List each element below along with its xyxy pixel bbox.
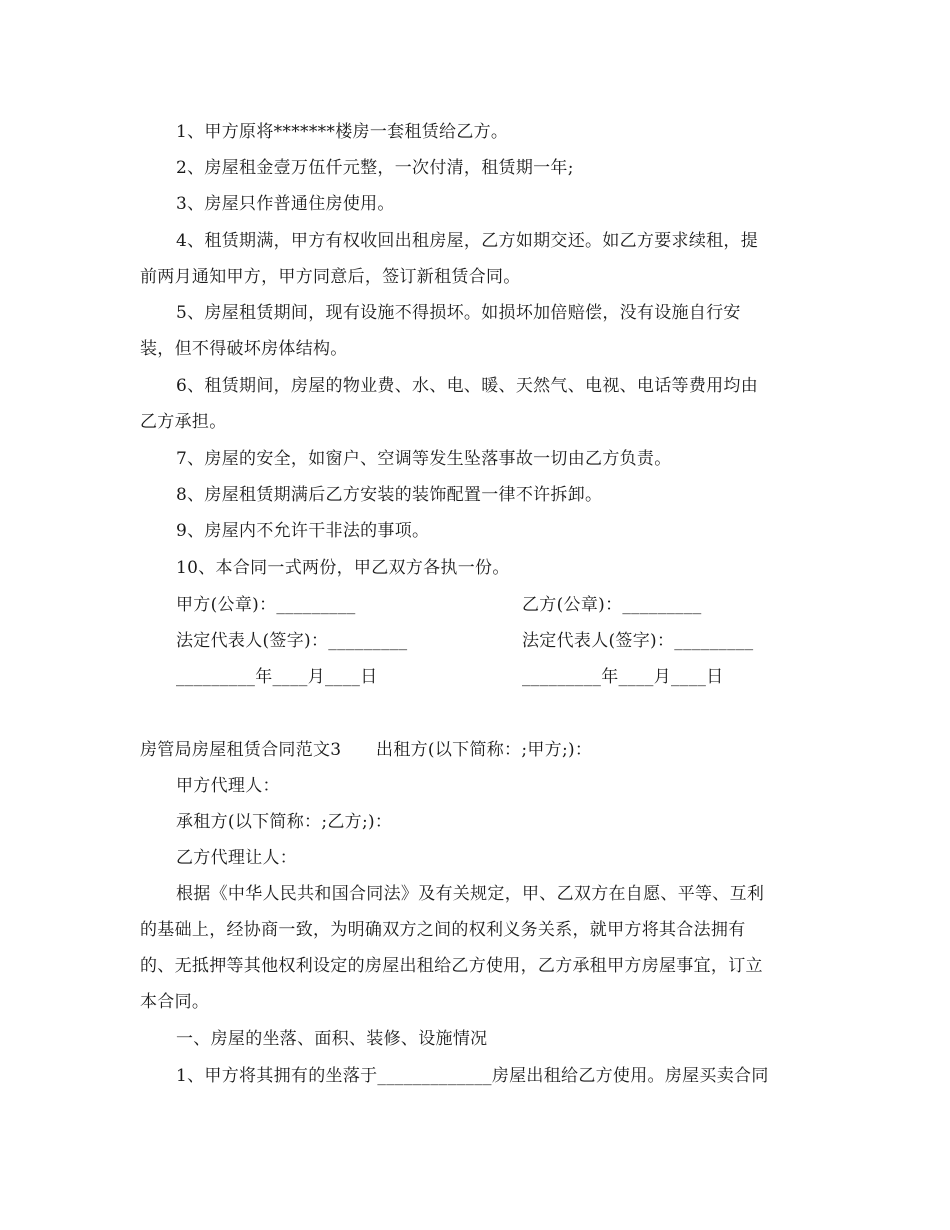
clause-6-cont: 乙方承担。 (140, 412, 227, 432)
clause-4: 4、租赁期满，甲方有权收回出租房屋，乙方如期交还。如乙方要求续租，提 (176, 231, 759, 251)
party-a-representative: 法定代表人(签字)：_________ (176, 631, 408, 651)
preamble-line-2: 的基础上，经协商一致，为明确双方之间的权利义务关系，就甲方将其合法拥有 (140, 920, 746, 940)
lessee-line: 承租方(以下简称：;乙方;)： (176, 812, 393, 832)
clause-1: 1、甲方原将*******楼房一套租赁给乙方。 (176, 122, 509, 142)
clause-3: 3、房屋只作普通住房使用。 (176, 194, 395, 214)
preamble-line-4: 本合同。 (140, 992, 210, 1012)
clause-2: 2、房屋租金壹万伍仟元整，一次付清，租赁期一年; (176, 158, 574, 178)
clause-5: 5、房屋租赁期间，现有设施不得损坏。如损坏加倍赔偿，没有设施自行安 (176, 303, 741, 323)
clause-6: 6、租赁期间，房屋的物业费、水、电、暖、天然气、电视、电话等费用均由 (176, 376, 759, 396)
clause-8: 8、房屋租赁期满后乙方安装的装饰配置一律不许拆卸。 (176, 485, 603, 505)
article-1-heading: 一、房屋的坐落、面积、装修、设施情况 (176, 1029, 488, 1049)
party-a-date: _________年____月____日 (176, 667, 378, 687)
clause-10: 10、本合同一式两份，甲乙双方各执一份。 (176, 558, 510, 578)
party-b-representative: 法定代表人(签字)：_________ (522, 631, 754, 651)
article-1-item-1: 1、甲方将其拥有的坐落于_____________房屋出租给乙方使用。房屋买卖合同 (176, 1066, 769, 1086)
party-b-agent: 乙方代理让人： (176, 848, 298, 868)
party-b-seal: 乙方(公章)：_________ (522, 595, 702, 615)
clause-7: 7、房屋的安全，如窗户、空调等发生坠落事故一切由乙方负责。 (176, 449, 672, 469)
party-a-agent: 甲方代理人： (176, 776, 280, 796)
clause-4-cont: 前两月通知甲方，甲方同意后，签订新租赁合同。 (140, 267, 521, 287)
preamble-line-3: 的、无抵押等其他权利设定的房屋出租给乙方使用，乙方承租甲方房屋事宜，订立 (140, 956, 763, 976)
clause-9: 9、房屋内不允许干非法的事项。 (176, 521, 430, 541)
clause-5-cont: 装，但不得破坏房体结构。 (140, 339, 348, 359)
section-heading: 房管局房屋租赁合同范文3 出租方(以下简称：;甲方;)： (140, 740, 593, 760)
party-b-date: _________年____月____日 (522, 667, 724, 687)
party-a-seal: 甲方(公章)：_________ (176, 595, 356, 615)
preamble-line-1: 根据《中华人民共和国合同法》及有关规定，甲、乙双方在自愿、平等、互利 (176, 884, 765, 904)
